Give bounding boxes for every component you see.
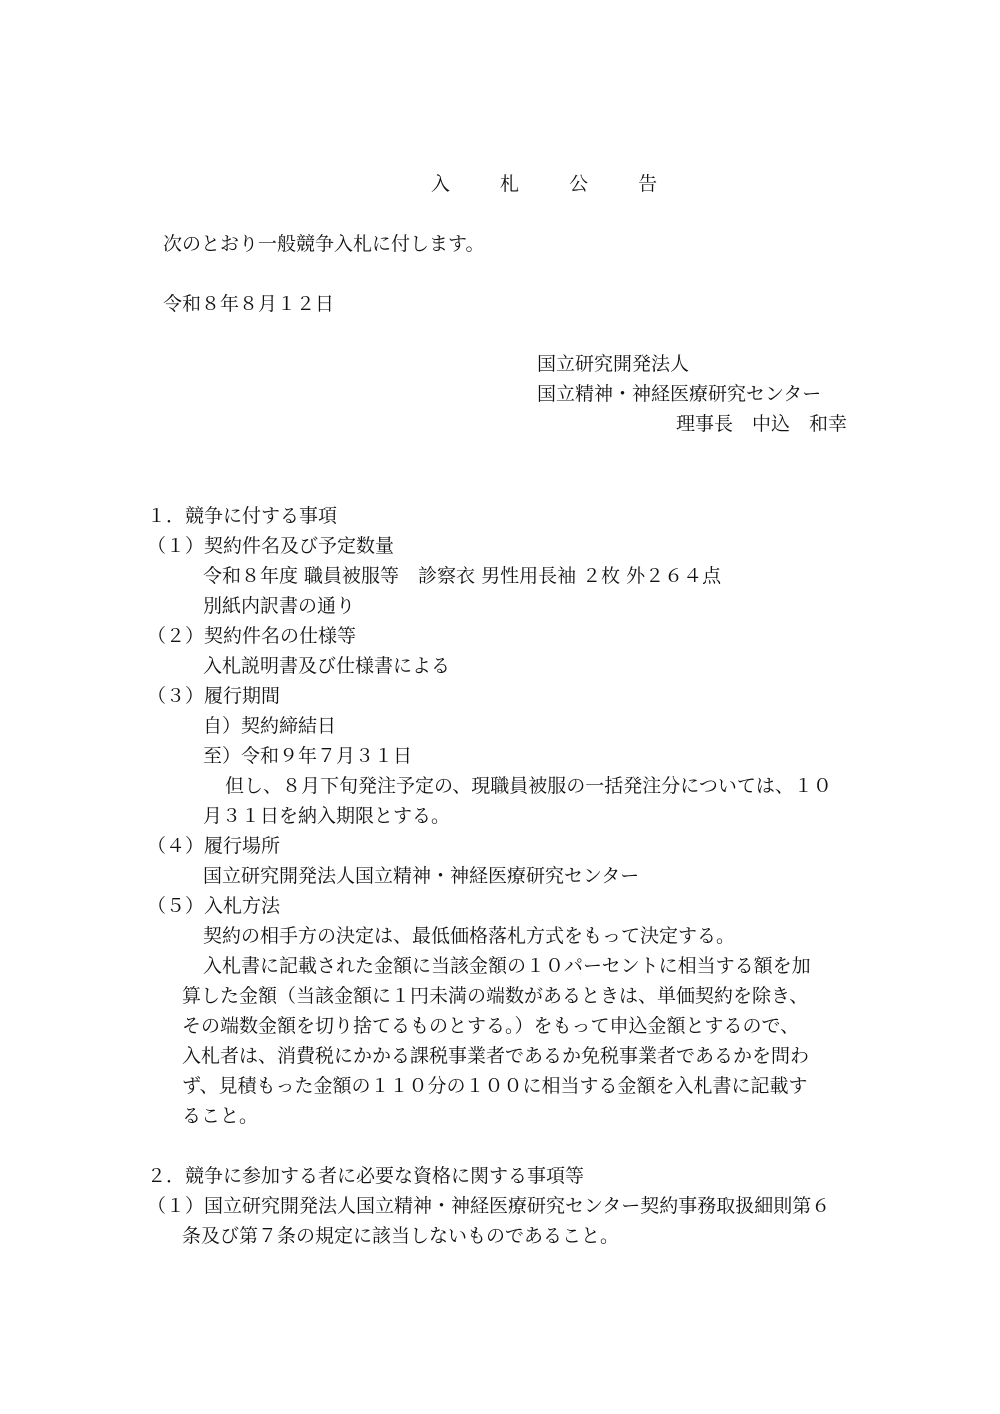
item1-text: 令和８年度 職員被服等 診察衣 男性用長袖 ２枚 外２６４点	[203, 565, 722, 587]
section2-heading: ２．競争に参加する者に必要な資格に関する事項等	[147, 1165, 585, 1187]
item3-text: 自）契約締結日	[203, 715, 337, 737]
item5-text: 入札書に記載された金額に当該金額の１０パーセントに相当する額を加	[203, 955, 811, 977]
item5-text: 算した金額（当該金額に１円未満の端数があるときは、単価契約を除き、	[182, 985, 809, 1007]
item5-text: ず、見積もった金額の１１０分の１００に相当する金額を入札書に記載す	[182, 1075, 808, 1097]
issuer-person: 理事長 中込 和幸	[676, 413, 848, 435]
item3-text: 但し、８月下旬発注予定の、現職員被服の一括発注分については、１０	[225, 775, 832, 797]
item3-text: 至）令和９年７月３１日	[203, 745, 413, 767]
item2-text: 入札説明書及び仕様書による	[203, 655, 451, 677]
item5-text: ること。	[182, 1105, 259, 1127]
item5-text: その端数金額を切り捨てるものとする。）をもって申込金額とするので、	[182, 1015, 800, 1037]
item4-label: （４）履行場所	[147, 835, 281, 857]
item3-text: 月３１日を納入期限とする。	[203, 805, 451, 827]
item1-label: （１）契約件名及び予定数量	[147, 535, 395, 557]
item3-label: （３）履行期間	[147, 685, 281, 707]
item4-text: 国立研究開発法人国立精神・神経医療研究センター	[203, 865, 640, 887]
item5-label: （５）入札方法	[147, 895, 281, 917]
item1-text: 別紙内訳書の通り	[203, 595, 356, 617]
item2-label: （２）契約件名の仕様等	[147, 625, 357, 647]
page-title: 入 札 公 告	[431, 173, 680, 195]
issuer-org-line1: 国立研究開発法人	[537, 353, 690, 375]
section2-item1-text: 条及び第７条の規定に該当しないものであること。	[182, 1225, 620, 1247]
intro-text: 次のとおり一般競争入札に付します。	[163, 233, 485, 255]
section2-item1-text: （１）国立研究開発法人国立精神・神経医療研究センター契約事務取扱細則第６	[147, 1195, 831, 1217]
issuer-org-line2: 国立精神・神経医療研究センター	[537, 383, 822, 405]
notice-date: 令和８年８月１２日	[163, 293, 335, 315]
item5-text: 入札者は、消費税にかかる課税事業者であるか免税事業者であるかを問わ	[182, 1045, 810, 1067]
section1-heading: １．競争に付する事項	[147, 505, 338, 527]
item5-text: 契約の相手方の決定は、最低価格落札方式をもって決定する。	[203, 925, 736, 947]
